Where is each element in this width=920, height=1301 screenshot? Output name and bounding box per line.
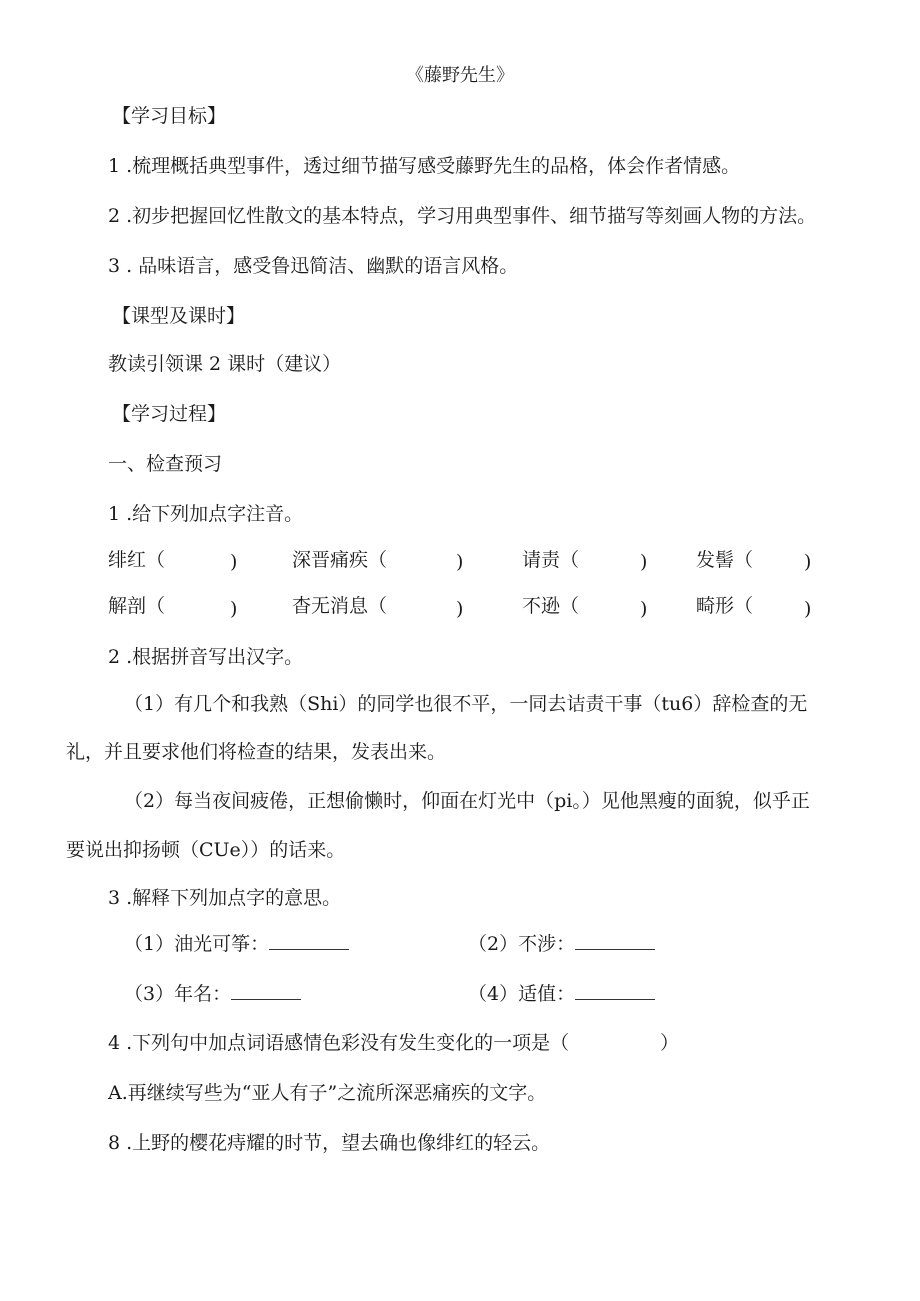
pinyin-close-paren: ): [804, 598, 812, 620]
pinyin-close-paren: ): [640, 551, 648, 573]
answer-blank[interactable]: [575, 983, 655, 1000]
question-2-part-2: （2）每当夜间疲倦，正想偷懒时，仰面在灯光中（pi。）见他黑瘦的面貌，似乎正: [124, 790, 810, 812]
question-3-prompt: 3 .解释下列加点字的意思。: [108, 887, 342, 909]
objectives-heading: 【学习目标】: [112, 105, 227, 127]
process-heading: 【学习过程】: [112, 403, 227, 425]
definition-label: （1）油光可筝：: [124, 933, 270, 955]
objective-item-3: 3 . 品味语言，感受鲁迅简洁、幽默的语言风格。: [108, 255, 519, 277]
pinyin-item: 绯红（: [108, 549, 166, 571]
pinyin-item: 发髻（: [696, 549, 754, 571]
question-2-part-2-cont: 要说出抑扬顿（CUe））的话来。: [66, 839, 346, 861]
lesson-type-heading: 【课型及课时】: [112, 305, 246, 327]
pinyin-item: 解剖（: [108, 595, 166, 617]
definition-label: （4）适值：: [468, 983, 576, 1005]
question-4-close-paren: ）: [660, 1032, 680, 1054]
question-4-option-b: 8 .上野的樱花痔耀的时节，望去确也像绯红的轻云。: [108, 1132, 551, 1154]
definition-item: [468, 982, 655, 1006]
pinyin-close-paren: ): [230, 598, 238, 620]
definition-label: （2）不涉：: [468, 933, 576, 955]
pinyin-item: 杳无消息（: [292, 595, 388, 617]
question-4-prompt: 4 .下列句中加点词语感情色彩没有发生变化的一项是（: [108, 1032, 570, 1054]
definition-label: （3）年名：: [124, 983, 232, 1005]
pinyin-close-paren: ): [456, 598, 464, 620]
answer-blank[interactable]: [269, 933, 349, 950]
definition-item: [124, 982, 301, 1006]
question-2-part-1: （1）有几个和我熟（Shi）的同学也很不平，一同去诘责干事（tu6）辞检查的无: [124, 693, 808, 715]
question-1-prompt: 1 .给下列加点字注音。: [108, 503, 304, 525]
pinyin-close-paren: ): [456, 551, 464, 573]
question-4-option-a: A.再继续写些为“亚人有子”之流所深恶痛疾的文字。: [108, 1082, 547, 1104]
pinyin-item: 畸形（: [696, 595, 754, 617]
section-heading: 一、检查预习: [108, 453, 223, 475]
pinyin-close-paren: ): [804, 551, 812, 573]
pinyin-item: 不逊（: [522, 595, 580, 617]
pinyin-close-paren: ): [230, 551, 238, 573]
objective-item-1: 1 .梳理概括典型事件，透过细节描写感受藤野先生的品格，体会作者情感。: [108, 155, 741, 177]
definition-item: [468, 932, 655, 956]
question-2-part-1-cont: 礼，并且要求他们将检查的结果，发表出来。: [66, 741, 447, 763]
pinyin-item: 请责（: [522, 549, 580, 571]
answer-blank[interactable]: [231, 983, 301, 1000]
page-title: 《藤野先生》: [406, 65, 514, 86]
question-2-prompt: 2 .根据拼音写出汉字。: [108, 646, 304, 668]
answer-blank[interactable]: [575, 933, 655, 950]
lesson-type-text: 教读引领课 2 课时（建议）: [108, 353, 342, 375]
pinyin-close-paren: ): [640, 598, 648, 620]
pinyin-item: 深晋痛疾（: [292, 549, 388, 571]
definition-item: [124, 932, 349, 956]
objective-item-2: 2 .初步把握回忆性散文的基本特点，学习用典型事件、细节描写等刻画人物的方法。: [108, 205, 817, 227]
